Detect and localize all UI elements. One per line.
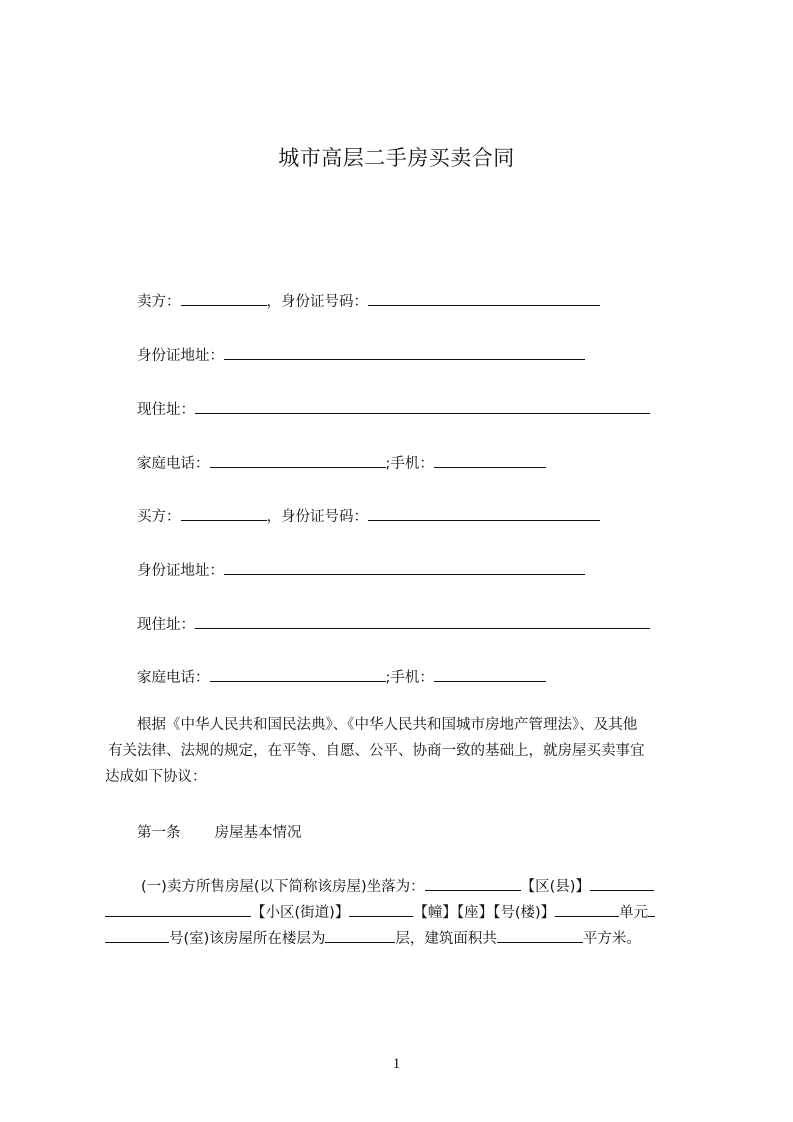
article-1-title: 房屋基本情况 [214,825,302,841]
article-1-heading [137,822,302,844]
clause-1-line-2 [105,900,705,926]
area-unit-label: 平方米。 [582,931,641,947]
building-blank[interactable] [349,901,413,917]
seller-home-phone-blank[interactable] [210,452,386,468]
buyer-mobile-label: ;手机： [385,670,434,686]
preamble-line-1-text: 根据《中华人民共和国民法典》、《中华人民共和国城市房地产管理法》、及其他 [137,717,638,733]
buyer-home-phone-blank[interactable] [210,666,386,682]
buyer-name-blank[interactable] [181,505,267,521]
buyer-id-address-blank[interactable] [224,559,585,575]
seller-current-address-blank[interactable] [195,398,650,414]
buyer-id-address-line [137,559,585,581]
location-blank[interactable] [425,875,521,891]
seller-mobile-label: ;手机： [385,456,434,472]
buyer-id-blank[interactable] [368,505,600,521]
seller-id-address-blank[interactable] [224,344,585,360]
seller-phone-line [137,452,546,474]
district-blank[interactable] [590,875,654,891]
seller-name-line [137,290,600,312]
seller-home-phone-label: 家庭电话： [137,456,210,472]
seller-current-address-line [137,398,650,420]
buyer-name-label: 买方： [137,509,181,525]
room-label: 号(室)该房屋所在楼层为 [169,931,326,947]
buyer-current-address-blank[interactable] [195,613,650,629]
seller-current-address-label: 现住址： [137,402,195,418]
preamble-line-1 [105,712,700,738]
area-blank[interactable] [497,927,583,943]
seller-mobile-blank[interactable] [434,452,546,468]
seller-name-label: 卖方： [137,294,181,310]
floor-blank[interactable] [325,927,395,943]
buyer-id-address-label: 身份证地址： [137,563,224,579]
floor-label: 层，建筑面积共 [395,931,497,947]
unit-tail-blank[interactable] [648,901,655,917]
clause-1-line-1 [105,874,705,900]
buyer-current-address-line [137,613,650,635]
buyer-name-line [137,505,600,527]
buyer-id-label: ，身份证号码： [266,509,368,525]
preamble-paragraph [105,712,700,790]
clause-1-paragraph [105,874,705,952]
community-blank[interactable] [105,901,251,917]
preamble-line-2: 有关法律、法规的规定，在平等、自愿、公平、协商一致的基础上，就房屋买卖事宜 [108,743,645,759]
buyer-mobile-blank[interactable] [434,666,546,682]
unit-label: 单元 [619,905,649,921]
buyer-phone-line [137,666,546,688]
page-number: 1 [392,1056,401,1072]
clause-1-location-label: (一)卖方所售房屋(以下简称该房屋)坐落为： [141,879,425,895]
preamble-line-3: 达成如下协议： [105,769,207,785]
article-1-number: 第一条 [137,825,181,841]
unit-blank[interactable] [555,901,619,917]
seller-id-label: ，身份证号码： [266,294,368,310]
buyer-home-phone-label: 家庭电话： [137,670,210,686]
clause-1-line-3 [105,926,705,952]
seller-id-blank[interactable] [368,290,600,306]
community-label: 【小区(街道)】 [251,905,350,921]
page-title: 城市高层二手房买卖合同 [278,146,515,170]
seller-id-address-line [137,344,585,366]
seller-name-blank[interactable] [181,290,267,306]
seller-id-address-label: 身份证地址： [137,348,224,364]
district-label: 【区(县)】 [520,879,590,895]
building-label: 【幢】【座】【号(楼)】 [413,905,556,921]
buyer-current-address-label: 现住址： [137,617,195,633]
room-blank[interactable] [105,927,169,943]
